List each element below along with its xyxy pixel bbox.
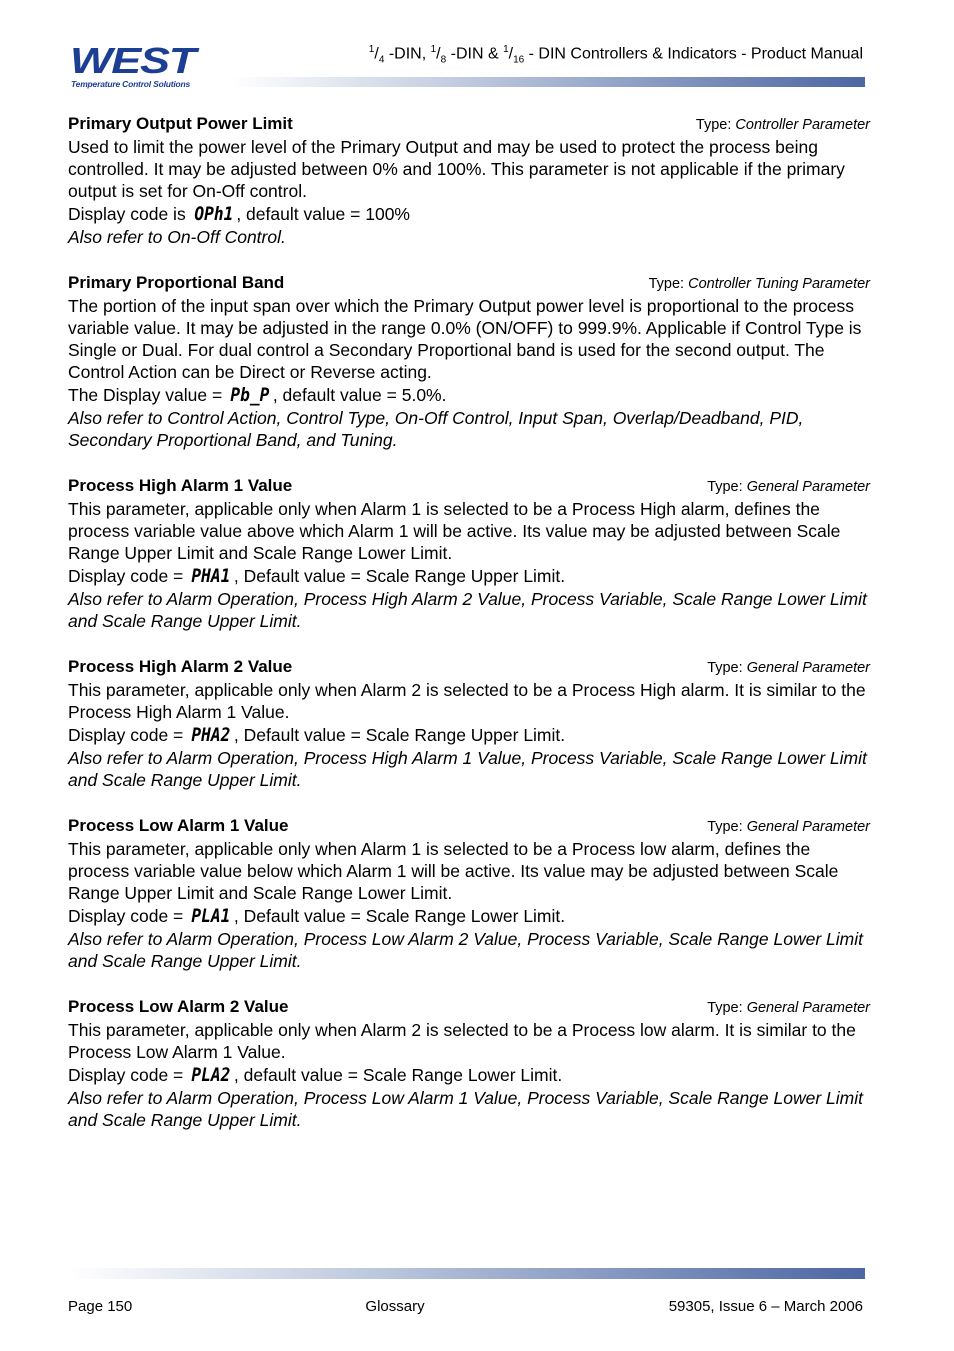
entry-title: Process Low Alarm 2 Value (68, 997, 289, 1016)
glossary-entry (68, 657, 870, 791)
glossary-content (68, 114, 870, 1156)
entry-type: Type: General Parameter (707, 1000, 870, 1016)
entry-body: This parameter, applicable only when Alarm 1 is selected to be a Process High alarm, defines the process variable value above which Alarm 1 will be active. Its value may be adjusted between Scale Range Upper Limit and Scale Range Lower Limit. (68, 499, 841, 563)
west-logo (70, 40, 230, 91)
entry-title: Process High Alarm 2 Value (68, 657, 293, 676)
display-code-glyph: PHA2 (191, 724, 231, 746)
page-number: Page 150 (68, 1298, 133, 1315)
entry-see-also: Also refer to Alarm Operation, Process High Alarm 1 Value, Process Variable, Scale Range Lower Limit and Scale Range Upper Limit. (68, 748, 867, 790)
display-code-glyph: PLA2 (191, 1064, 231, 1086)
entry-type: Type: Controller Tuning Parameter (648, 276, 870, 292)
entry-type: Type: Controller Parameter (695, 117, 870, 133)
entry-see-also: Also refer to On-Off Control. (68, 227, 286, 247)
entry-display-code: Display code is OPh1 , default value = 100% (68, 203, 410, 225)
entry-see-also: Also refer to Alarm Operation, Process Low Alarm 1 Value, Process Variable, Scale Range Lower Limit and Scale Range Upper Limit. (68, 1088, 863, 1130)
logo-wordmark: WEST (70, 40, 195, 81)
entry-display-code: Display code = PHA2 , Default value = Scale Range Upper Limit. (68, 724, 566, 746)
entry-body: The portion of the input span over which the Primary Output power level is proportional to the process variable value. It may be adjusted in the range 0.0% (ON/OFF) to 999.9%. Applicable if Control Type is Single or Dual. For dual control a Secondary Proportional band is used for the second output. The Control Action can be Direct or Reverse acting. (68, 296, 862, 382)
entry-title: Primary Output Power Limit (68, 114, 293, 133)
glossary-entry (68, 114, 870, 248)
document-issue: 59305, Issue 6 – March 2006 (668, 1298, 863, 1315)
entry-body: Used to limit the power level of the Primary Output and may be used to protect the process being controlled. It may be adjusted between 0% and 100%. This parameter is not applicable if the primary output is set for On-Off control. (68, 137, 845, 201)
entry-title: Primary Proportional Band (68, 273, 285, 292)
manual-title: $^1/_4$ -DIN, $^1/_8$ -DIN & $^1/_{16}$ - DIN Controllers & Indicators - Product Manual (368, 44, 863, 66)
entry-body: This parameter, applicable only when Alarm 2 is selected to be a Process low alarm. It is similar to the Process Low Alarm 1 Value. (68, 1020, 856, 1062)
entry-display-code: The Display value = Pb_P , default value = 5.0%. (68, 384, 447, 406)
display-code-glyph: PHA1 (191, 565, 231, 587)
entry-type: Type: General Parameter (707, 819, 870, 835)
glossary-entry (68, 476, 870, 632)
display-code-glyph: Pb_P (230, 384, 270, 406)
display-code-glyph: PLA1 (191, 905, 231, 927)
entry-display-code: Display code = PLA2 , default value = Scale Range Lower Limit. (68, 1064, 563, 1086)
section-name: Glossary (365, 1298, 425, 1315)
entry-body: This parameter, applicable only when Alarm 2 is selected to be a Process High alarm. It is similar to the Process High Alarm 1 Value. (68, 680, 866, 722)
glossary-entry (68, 273, 870, 451)
entry-see-also: Also refer to Alarm Operation, Process High Alarm 2 Value, Process Variable, Scale Range Lower Limit and Scale Range Upper Limit. (68, 589, 867, 631)
entry-type: Type: General Parameter (707, 660, 870, 676)
entry-display-code: Display code = PLA1 , Default value = Scale Range Lower Limit. (68, 905, 566, 927)
entry-display-code: Display code = PHA1 , Default value = Scale Range Upper Limit. (68, 565, 566, 587)
entry-type: Type: General Parameter (707, 479, 870, 495)
entry-body: This parameter, applicable only when Alarm 1 is selected to be a Process low alarm, defines the process variable value below which Alarm 1 will be active. Its value may be adjusted between Scale Range Upper Limit and Scale Range Lower Limit. (68, 839, 839, 903)
entry-title: Process Low Alarm 1 Value (68, 816, 289, 835)
entry-title: Process High Alarm 1 Value (68, 476, 293, 495)
glossary-entry (68, 997, 870, 1131)
entry-see-also: Also refer to Alarm Operation, Process Low Alarm 2 Value, Process Variable, Scale Range Lower Limit and Scale Range Upper Limit. (68, 929, 863, 971)
entry-see-also: Also refer to Control Action, Control Type, On-Off Control, Input Span, Overlap/Deadband, PID, Secondary Proportional Band, and Tuning. (68, 408, 804, 450)
display-code-glyph: OPh1 (193, 203, 233, 225)
logo-tagline: Temperature Control Solutions (71, 79, 191, 89)
glossary-entry (68, 816, 870, 972)
header-gradient-bar (230, 77, 865, 87)
footer-gradient-bar (68, 1268, 865, 1279)
